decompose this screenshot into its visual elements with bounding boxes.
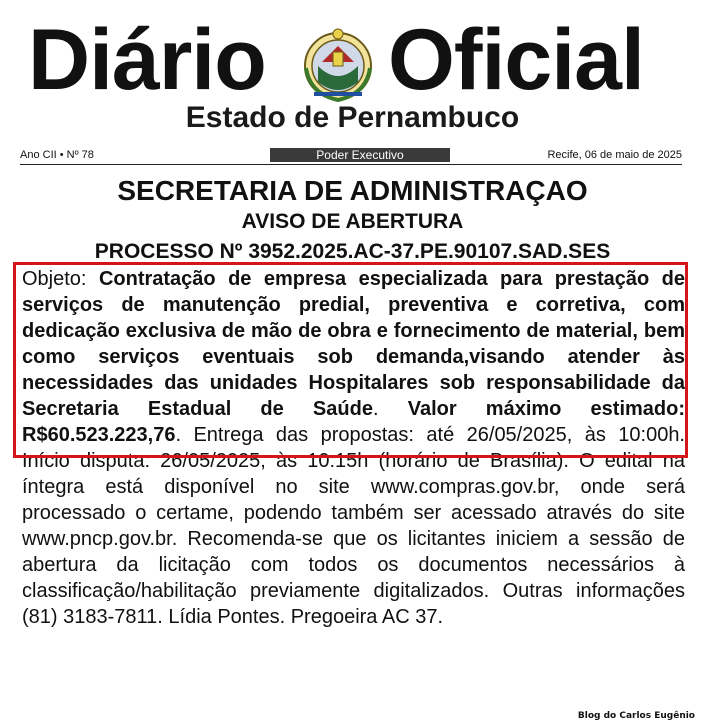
- publication-date: Recife, 06 de maio de 2025: [547, 149, 682, 161]
- objeto-separator: .: [372, 398, 408, 420]
- blog-watermark: Blog do Carlos Eugênio: [577, 711, 695, 721]
- divider-line: [20, 164, 682, 165]
- highlight-annotation-box: [13, 262, 688, 458]
- objeto-label: Objeto:: [22, 268, 99, 290]
- masthead-title-left: Diário: [28, 12, 266, 108]
- masthead-subtitle: Estado de Pernambuco: [185, 101, 520, 134]
- edition-info-bar: [20, 147, 682, 163]
- state-coat-of-arms-icon: [300, 24, 376, 104]
- masthead-title-right: Oficial: [388, 12, 644, 108]
- objeto-text: Contratação de empresa especializada para prestação de serviços de manutenção predial, preventiva e corretiva, com dedicação exclusiva de mão de obra e fornecimento de material, bem como serviços eventuais sob demanda,visando atender às necessidades das unidades Hospitalares sob responsabilidade da Secretaria Estadual de Saúde: [22, 268, 685, 420]
- notice-type: AVISO DE ABERTURA: [241, 210, 464, 233]
- notice-details: . Entrega das propostas: até 26/05/2025, às 10:00h. Início disputa: 26/05/2025, às 10:15h (horário de Brasília). O edital na íntegra está disponível no site www.compras.gov.br, onde será processado o certame, podendo também ser acessado através do site www.pncp.gov.br. Recomenda-se que os licitantes iniciem a sessão de abertura da licitação com todos os documentos necessários à classificação/habilitação previamente digitalizados. Outras informações (81) 3183-7811. Lídia Pontes. Pregoeira AC 37.: [22, 424, 685, 628]
- notice-organization: SECRETARIA DE ADMINISTRAÇAO: [117, 175, 588, 206]
- notice-process-number: PROCESSO Nº 3952.2025.AC-37.PE.90107.SAD.SES: [94, 240, 611, 263]
- section-label: Poder Executivo: [270, 148, 450, 162]
- masthead: [0, 8, 705, 108]
- edition-number: Ano CII • Nº 78: [20, 149, 94, 161]
- estimated-value: Valor máximo estimado: R$60.523.223,76: [22, 398, 685, 446]
